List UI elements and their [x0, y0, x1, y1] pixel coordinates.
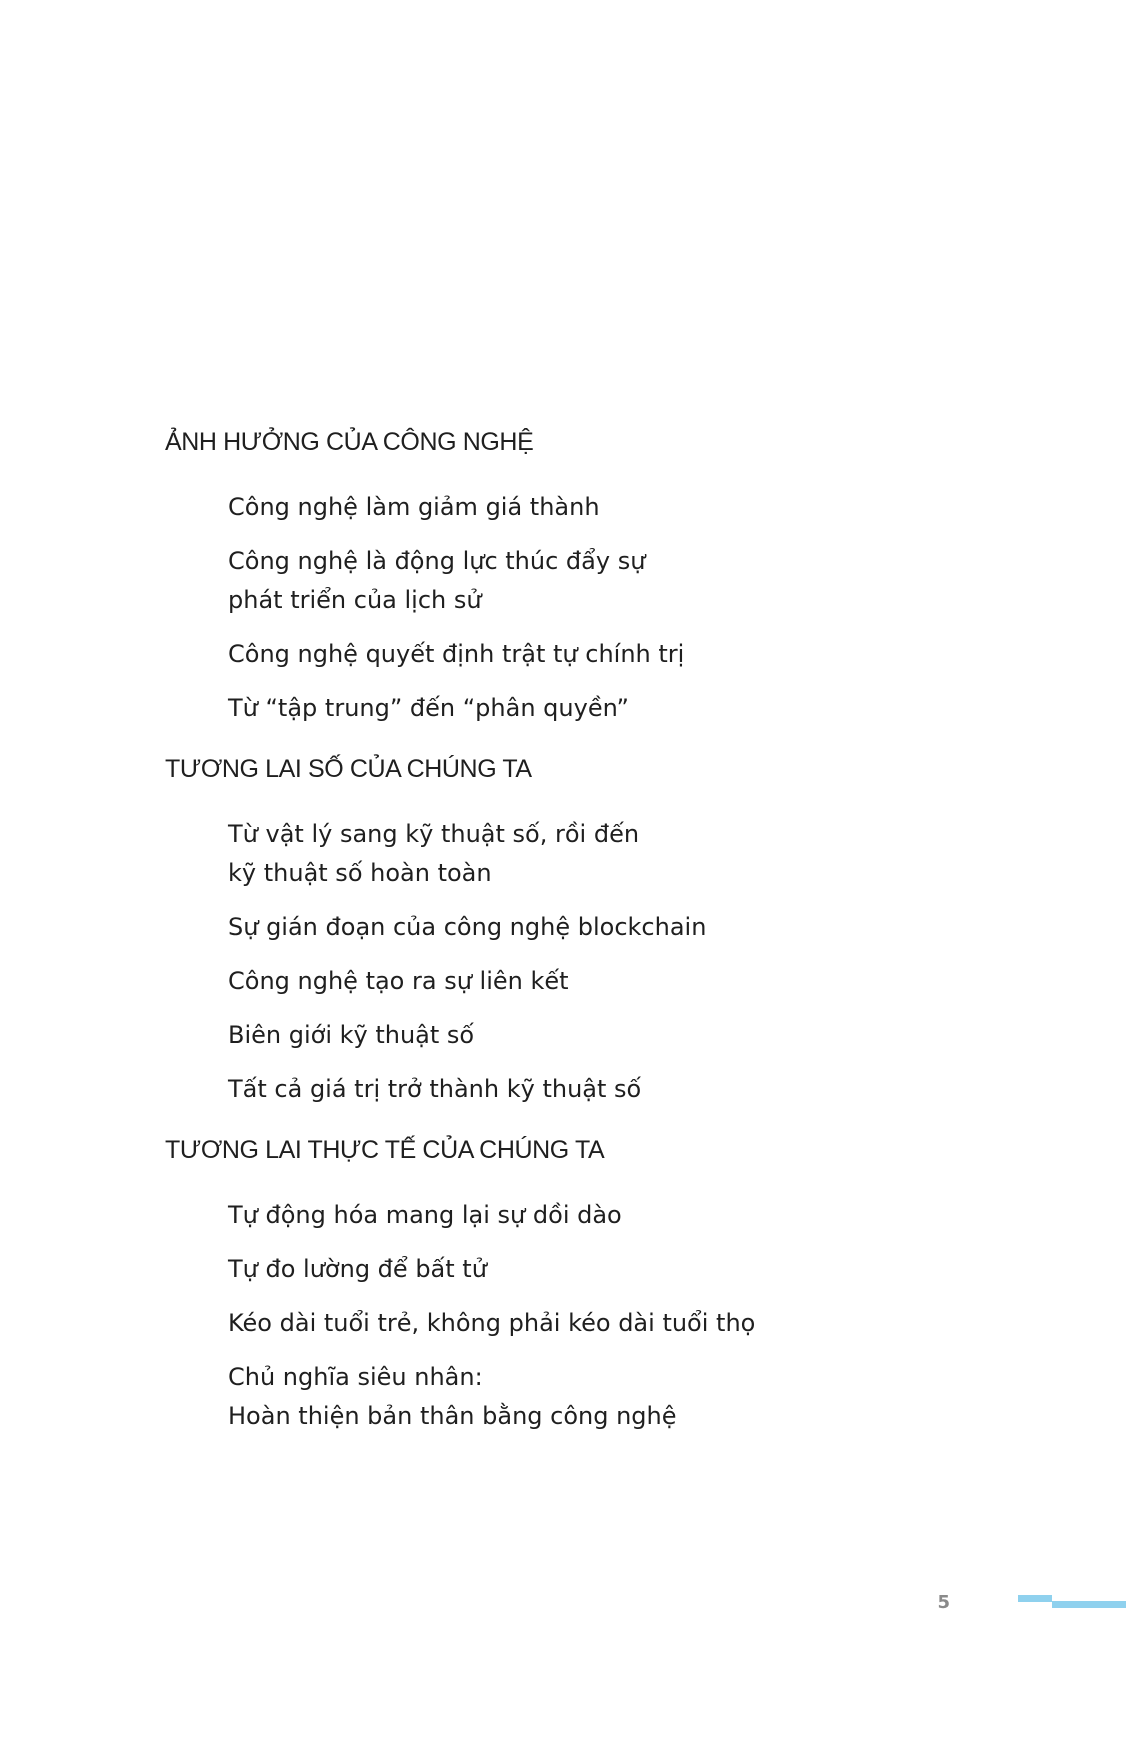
page-number: 5: [937, 1592, 950, 1613]
section-title: Công nghệ tạo ra sự liên kết: [228, 967, 569, 995]
section-title: Biên giới kỹ thuật số: [228, 1021, 475, 1049]
section-title: Chủ nghĩa siêu nhân: Hoàn thiện bản thân bằng công nghệ: [228, 1363, 677, 1430]
chapter-title: TƯƠNG LAI THỰC TẾ CỦA CHÚNG TA: [165, 1136, 605, 1164]
section-title: Công nghệ làm giảm giá thành: [228, 493, 600, 521]
section-title: Công nghệ quyết định trật tự chính trị: [228, 640, 685, 668]
accent-bar: [1052, 1601, 1126, 1608]
chapter-title: ẢNH HƯỞNG CỦA CÔNG NGHỆ: [165, 428, 534, 456]
section-title: Tất cả giá trị trở thành kỹ thuật số: [228, 1075, 642, 1103]
section-title: Công nghệ là động lực thúc đẩy sự phát triển của lịch sử: [228, 547, 646, 614]
section-title: Tự đo lường để bất tử: [228, 1255, 487, 1283]
section-title: Sự gián đoạn của công nghệ blockchain: [228, 913, 707, 941]
section-title: Từ “tập trung” đến “phân quyền”: [228, 694, 629, 722]
chapter-title: TƯƠNG LAI SỐ CỦA CHÚNG TA: [165, 755, 532, 783]
section-title: Từ vật lý sang kỹ thuật số, rồi đến kỹ thuật số hoàn toàn: [228, 820, 640, 887]
section-title: Kéo dài tuổi trẻ, không phải kéo dài tuổi thọ: [228, 1309, 756, 1337]
accent-bar: [1018, 1595, 1052, 1602]
section-title: Tự động hóa mang lại sự dồi dào: [228, 1201, 622, 1229]
